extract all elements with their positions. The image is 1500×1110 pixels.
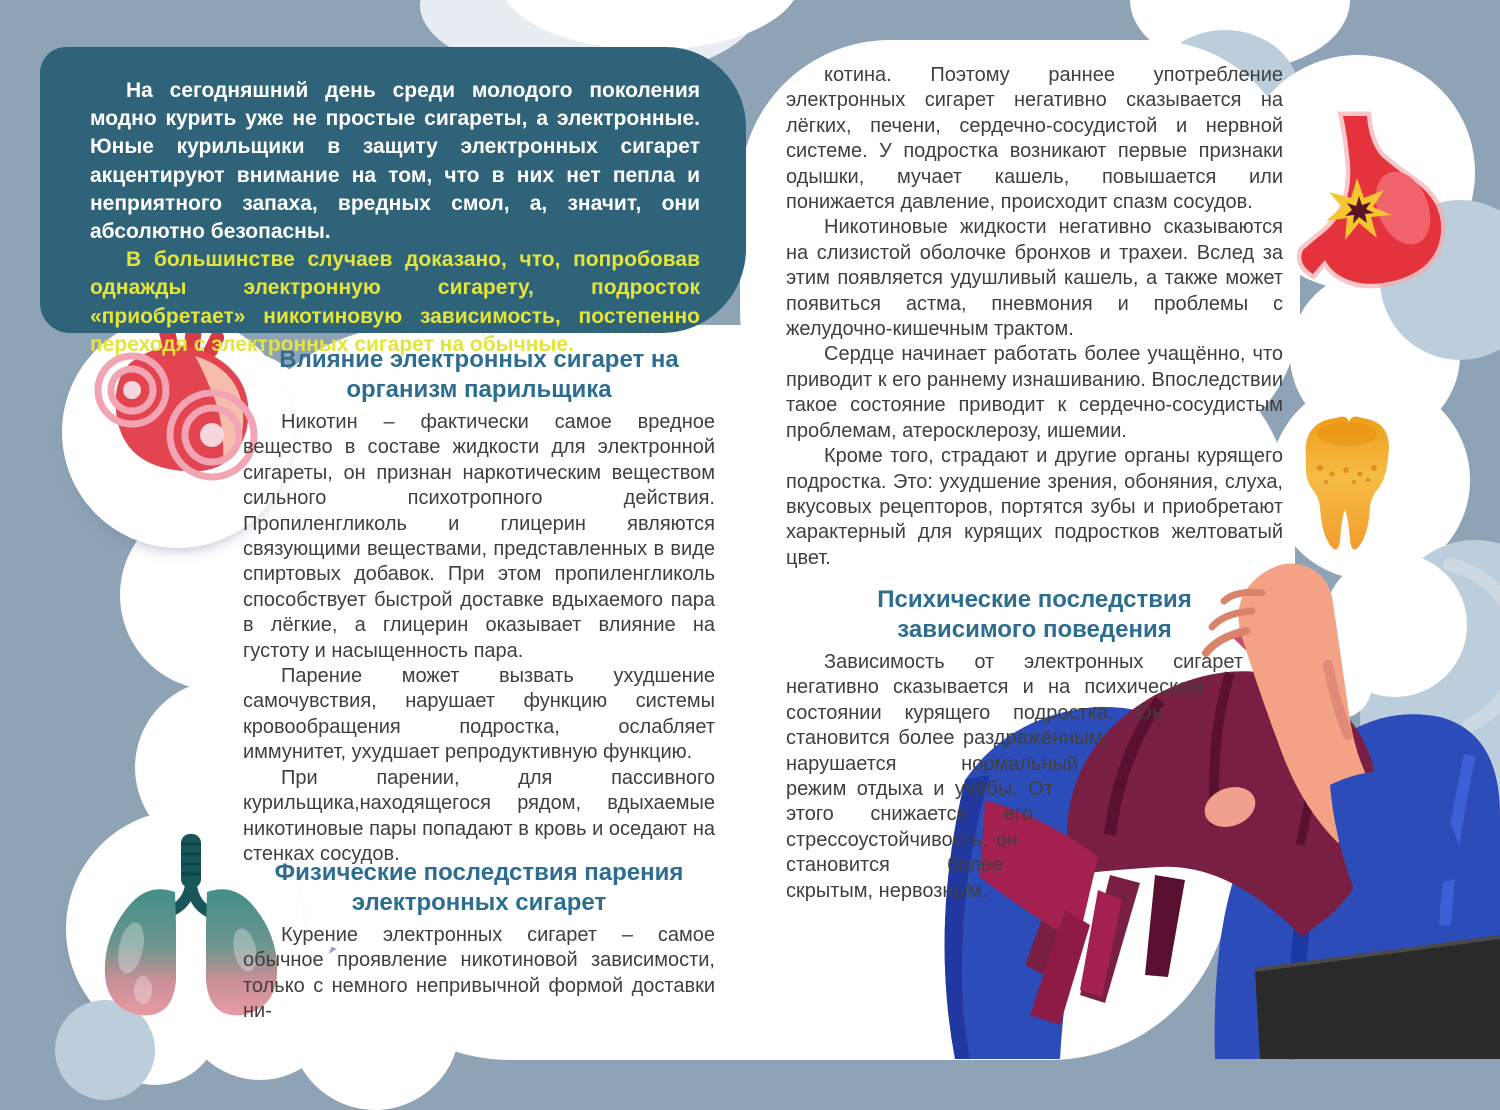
intro-text-white: На сегодняшний день среди молодого поколения модно курить уже не простые сигареты, а электронные. Юные курильщики в защиту электронных сигарет акцентируют внимание на том, что в них нет пепла и неприятного запаха, вредных смол, а, значит, они абсолютно безопасны. xyxy=(90,79,700,244)
intro-text-highlight: В большинстве случаев доказано, что, попробовав однажды электронную сигарету, подросток «приобретает» никотиновую зависимость, постепенно переходя с электронных сигарет на обычные. xyxy=(90,248,700,356)
intro-panel xyxy=(40,47,746,356)
trachea xyxy=(169,834,213,914)
heading-physical-consequences: Физические последствия парения электронных сигарет xyxy=(274,859,684,916)
right-column-top xyxy=(786,63,1283,571)
heading-vape-effects: Влияние электронных сигарет на организм парильщика xyxy=(279,346,679,403)
paragraph: Никотиновые жидкости негативно сказываются на слизистой оболочке бронхов и трахеи. Вслед за этим появляется удушливый кашель, а также может появиться астма, пневмония и проблемы с желудочно-кишечным трактом. xyxy=(786,216,1283,341)
paragraph: Никотин – фактически самое вредное вещество в составе жидкости для электронной сигареты, он признан наркотическим веществом сильного психотропного действия. Пропиленгликоль и глицерин являются связующими веществами, представленных в виде спиртовых добавок. При этом пропиленгликоль способствует быстрой доставке вдыхаемого пара в лёгкие, а глицерин оказывает влияние на густоту и насыщенность пара. xyxy=(243,411,715,662)
wrapped-paragraph xyxy=(786,650,1283,904)
left-column-bottom xyxy=(243,858,715,1025)
right-column-bottom xyxy=(786,585,1283,1005)
paragraph: Курение электронных сигарет – самое обычное проявление никотиновой зависимости, только с немного непривычной формой доставки ни- xyxy=(243,924,715,1023)
paragraph: Кроме того, страдают и другие органы курящего подростка. Это: ухудшение зрения, обоняния, слуха, вкусовых рецепторов, портятся зубы и приобретают характерный для курящих подростков желтоватый цвет. xyxy=(786,445,1283,569)
left-column-top xyxy=(243,345,715,867)
heading-psychological-consequences: Психические последствия зависимого поведения xyxy=(877,586,1192,643)
paragraph: котина. Поэтому раннее употребление электронных сигарет негативно сказывается на лёгких, печени, сердечно-сосудистой и нервной системе. У подростка возникают первые признаки одышки, мучает кашель, повышается или понижается давление, происходит спазм сосудов. xyxy=(786,64,1283,214)
tooth-shade xyxy=(1317,422,1377,446)
paragraph-text: Зависимость от электронных сигарет негативно сказывается и на психическом состоянии курящего подростка. Он становится более раздражённым, нарушается нормальный режим отдыха и учёбы. От этого снижается его стрессоустойчивость, он становится более скрытым, нервозным. xyxy=(786,651,1243,902)
paragraph: Парение может вызвать ухудшение самочувствия, нарушает функцию системы кровообращения подростка, ослабляет иммунитет, ухудшает репродуктивную функцию. xyxy=(243,665,715,764)
paragraph: При парении, для пассивного курильщика,находящегося рядом, вдыхаемые никотиновые пары попадают в кровь и оседают на стенках сосудов. xyxy=(243,766,715,865)
paragraph: Сердце начинает работать более учащённо, что приводит к его раннему изнашиванию. Впоследствии такое состояние приводит к сердечно-сосудистым проблемам, атеросклерозу, ишемии. xyxy=(786,343,1283,442)
tooth-illustration xyxy=(1292,408,1402,558)
stomach-illustration xyxy=(1285,108,1470,303)
